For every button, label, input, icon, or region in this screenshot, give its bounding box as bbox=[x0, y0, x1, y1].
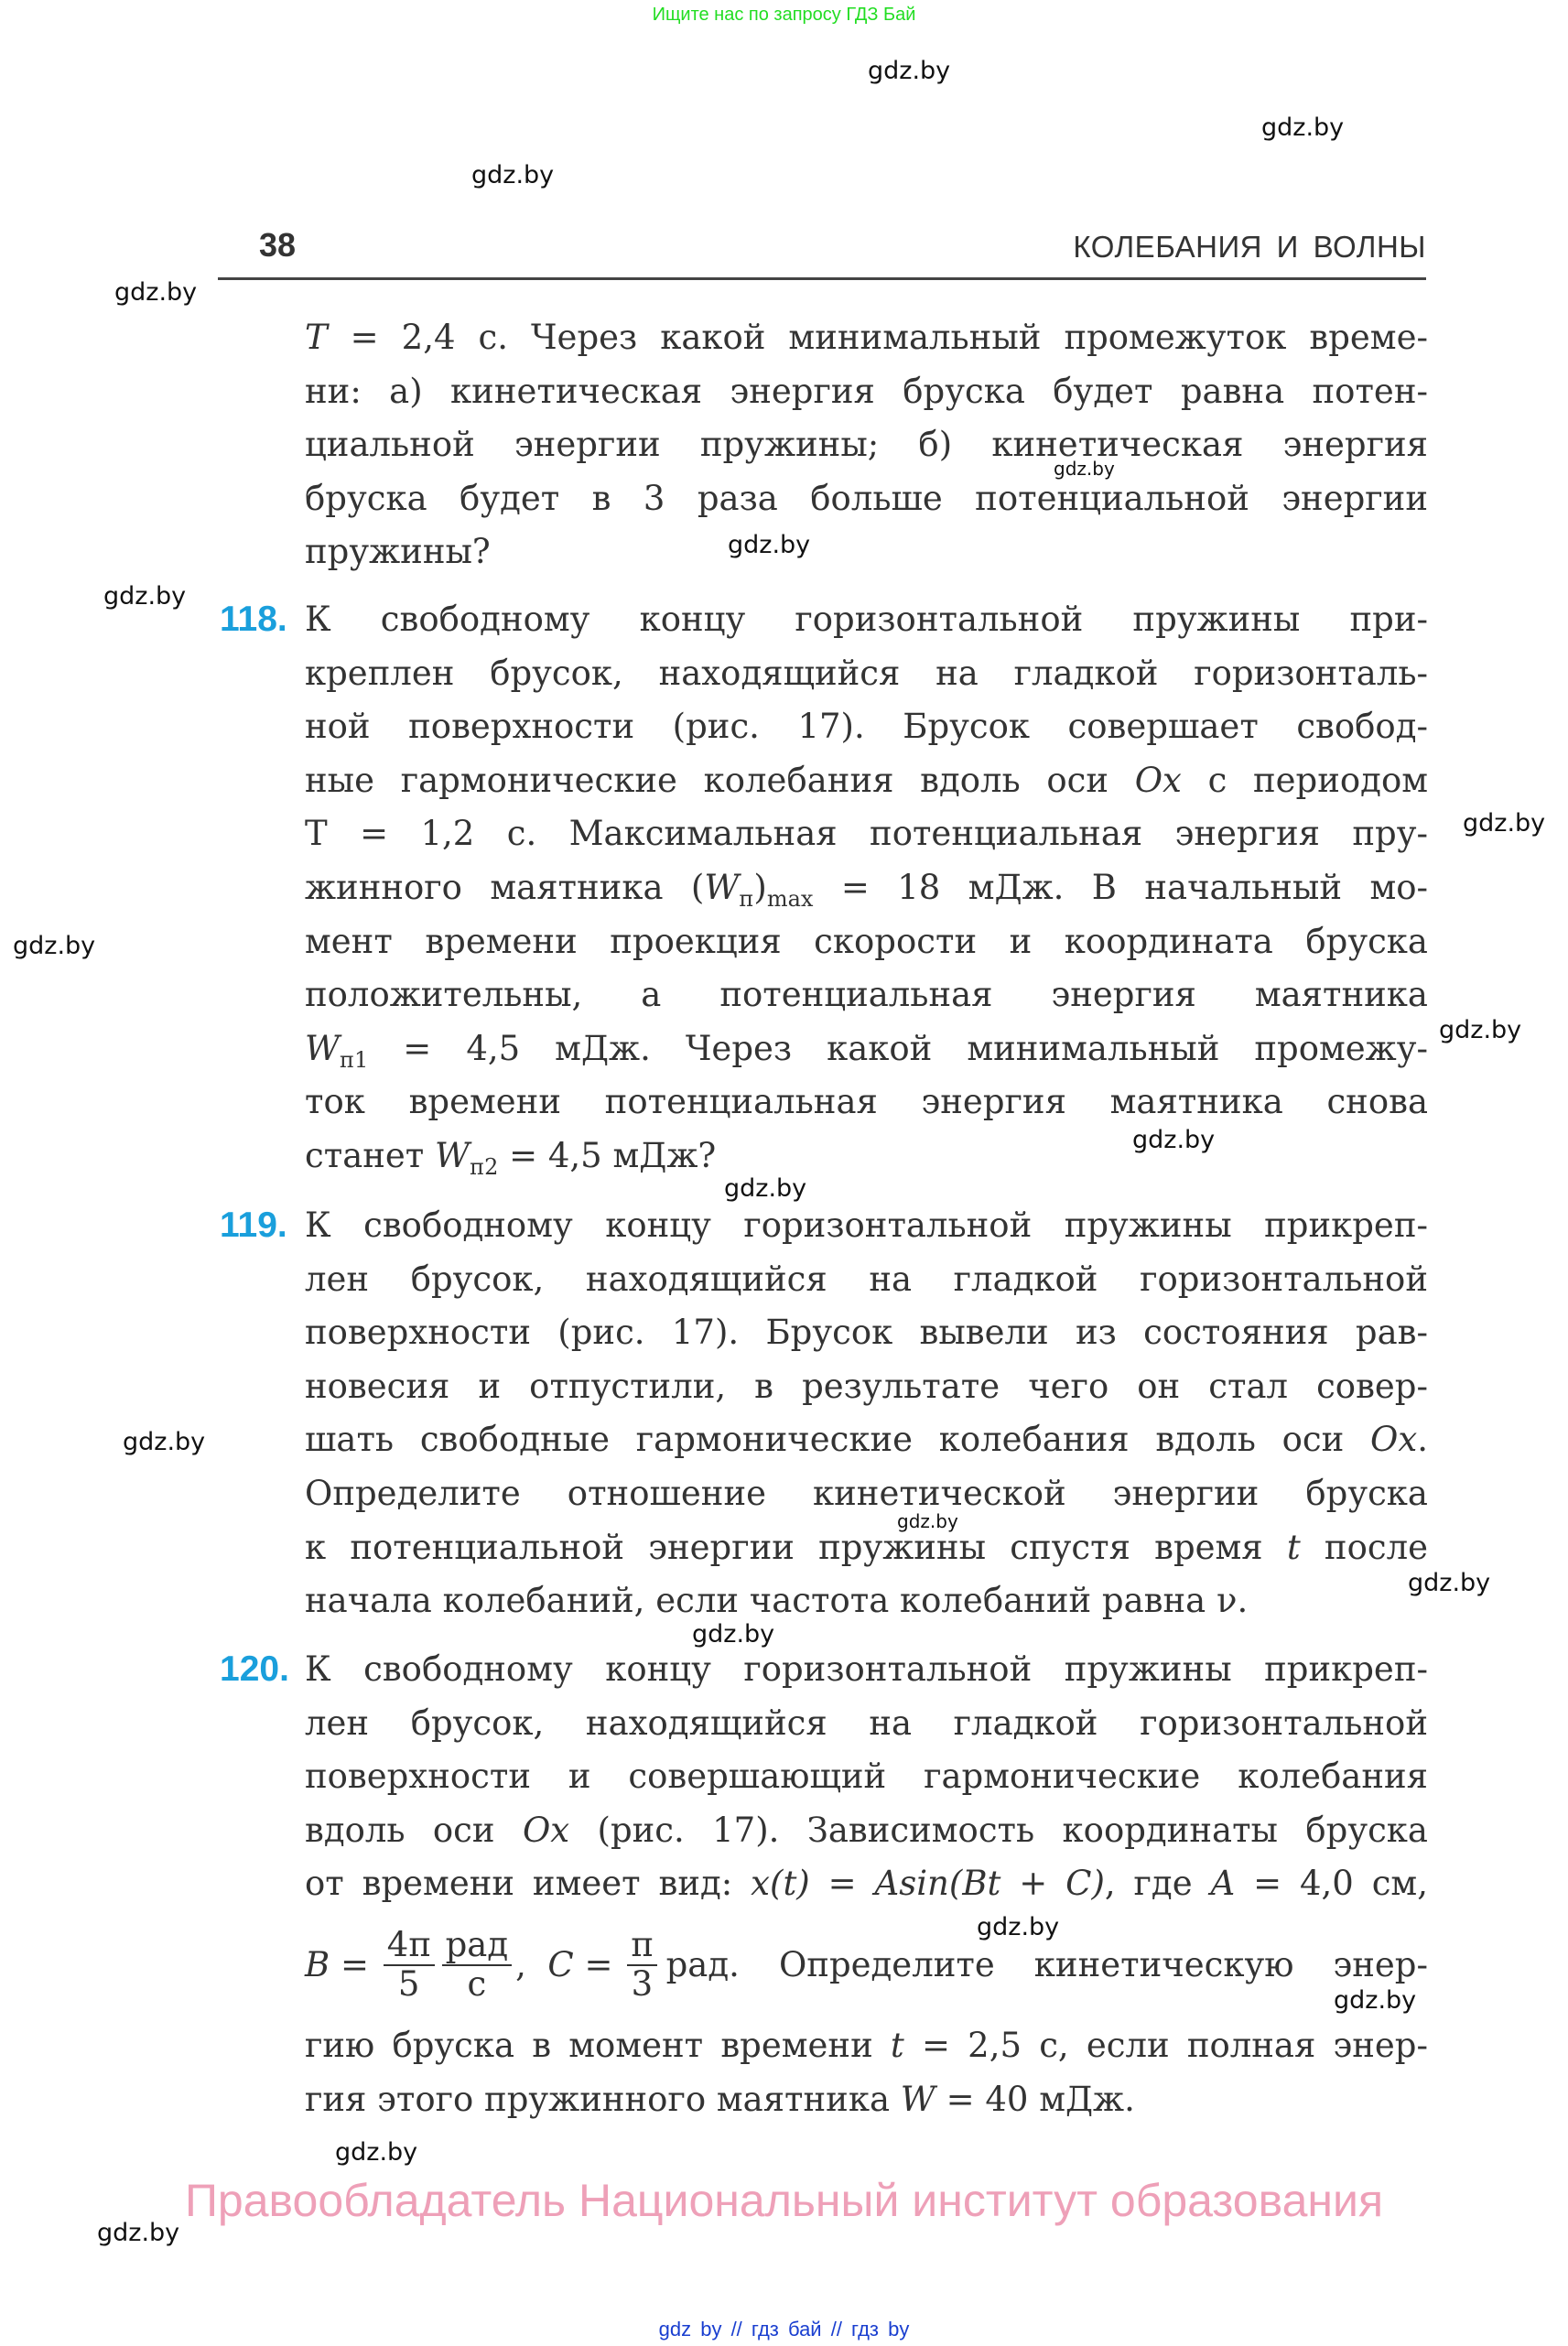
text-line: лен брусок, находящийся на гладкой горизонтальной bbox=[305, 1259, 1428, 1299]
formula-var-b: B bbox=[305, 1944, 330, 1984]
header-rule bbox=[218, 277, 1426, 280]
page-number: 38 bbox=[259, 226, 297, 264]
watermark: gdz.by bbox=[728, 531, 811, 559]
watermark: gdz.by bbox=[13, 932, 96, 960]
fraction-4pi-5: $\frac{4\pi}{5}$ bbox=[384, 1927, 435, 2003]
watermark: gdz.by bbox=[114, 278, 198, 307]
text-line: гия этого пружинного маятника W = 40 мДж. bbox=[305, 2079, 1135, 2119]
text-line: жинного маятника $(W_п)_{max} = 18$ мДж. В начальный мо- bbox=[305, 867, 1428, 912]
text-line: К свободному концу горизонтальной пружины прикреп- bbox=[305, 1649, 1428, 1689]
text-line: К свободному концу горизонтальной пружины при- bbox=[305, 600, 1428, 639]
copyright-notice: Правообладатель Национальный институт образования bbox=[184, 2175, 1384, 2226]
problem-number: 120. bbox=[220, 1649, 289, 1689]
watermark: gdz.by bbox=[977, 1913, 1060, 1941]
text-line: бруска будет в 3 раза больше потенциальной энергии bbox=[305, 478, 1428, 518]
text-line: поверхности и совершающий гармонические колебания bbox=[305, 1757, 1428, 1797]
text-line: Определите отношение кинетической энергии бруска bbox=[305, 1473, 1428, 1513]
text-line: пружины? bbox=[305, 532, 491, 572]
text-line: ные гармонические колебания вдоль оси Ox с периодом bbox=[305, 760, 1428, 800]
fraction-rad-per-s: $\frac{\text{рад}}{с}$ bbox=[442, 1927, 513, 2003]
problem-118 bbox=[220, 593, 1428, 1184]
text-line: шать свободные гармонические колебания вдоль оси Ox. bbox=[305, 1420, 1428, 1460]
watermark: gdz.by bbox=[724, 1174, 807, 1203]
watermark: gdz.by bbox=[692, 1620, 775, 1649]
problem-117-continuation bbox=[305, 311, 1428, 579]
text-line: положительны, а потенциальная энергия маятника bbox=[305, 975, 1428, 1015]
text-line: мент времени проекция скорости и координата бруска bbox=[305, 921, 1428, 961]
watermark: gdz.by bbox=[1261, 114, 1345, 142]
watermark: gdz.by bbox=[1463, 809, 1546, 838]
text-line: начала колебаний, если частота колебаний равна ν. bbox=[305, 1581, 1249, 1621]
text-line: поверхности (рис. 17). Брусок вывели из состояния рав- bbox=[305, 1313, 1428, 1353]
watermark: gdz.by bbox=[897, 1510, 958, 1532]
text-line: ток времени потенциальная энергия маятника снова bbox=[305, 1082, 1428, 1122]
fraction-pi-3: $\frac{\pi}{3}$ bbox=[627, 1927, 656, 2003]
text-line: от времени имеет вид: x(t) = Asin(Bt + C), где A = 4,0 см, bbox=[305, 1864, 1428, 1904]
text-line: T = 1,2 с. Максимальная потенциальная энергия пру- bbox=[305, 814, 1428, 854]
text-line: T = 2,4 с. Через какой минимальный промежуток време- bbox=[305, 318, 1428, 357]
watermark: gdz.by bbox=[868, 57, 951, 85]
text-line: креплен брусок, находящийся на гладкой горизонталь- bbox=[305, 653, 1428, 693]
footer-links: gdz by // гдз бай // гдз by bbox=[658, 2318, 910, 2341]
watermark: gdz.by bbox=[471, 161, 555, 189]
watermark: gdz.by bbox=[1054, 458, 1115, 480]
text-line: $W_{п1} = 4,5$ мДж. Через какой минимальный промежу- bbox=[305, 1028, 1428, 1073]
text-line: станет $W_{п2} = 4,5$ мДж? bbox=[305, 1135, 717, 1180]
text-line: рад. Определите кинетическую энер- bbox=[665, 1944, 1428, 1984]
problem-120 bbox=[220, 1643, 1428, 2126]
problem-number: 119. bbox=[220, 1205, 287, 1245]
text-line: вдоль оси Ox (рис. 17). Зависимость координаты бруска bbox=[305, 1810, 1428, 1850]
search-banner: Ищите нас по запросу ГДЗ Бай bbox=[652, 5, 916, 25]
watermark: gdz.by bbox=[1132, 1126, 1216, 1154]
text-line: гию бруска в момент времени t = 2,5 с, если полная энер- bbox=[305, 2025, 1428, 2065]
text-line: ной поверхности (рис. 17). Брусок совершает свобод- bbox=[305, 707, 1428, 747]
text-line: новесия и отпустили, в результате чего он стал совер- bbox=[305, 1366, 1428, 1406]
watermark: gdz.by bbox=[335, 2138, 418, 2167]
formula-line: B = $\frac{4\pi}{5}$ $\frac{\text{рад}}{с}$ , C = $\frac{\pi}{3}$ рад. Определите кинетическую энер- bbox=[305, 1925, 1428, 2004]
text-line: циальной энергии пружины; б) кинетическая энергия bbox=[305, 425, 1428, 465]
problem-number: 118. bbox=[220, 600, 287, 639]
formula-var-c: C bbox=[547, 1944, 574, 1984]
watermark: gdz.by bbox=[123, 1428, 206, 1456]
text-line: К свободному концу горизонтальной пружины прикреп- bbox=[305, 1205, 1428, 1245]
watermark: gdz.by bbox=[1334, 1986, 1417, 2015]
text-line: к потенциальной энергии пружины спустя время t после bbox=[305, 1527, 1428, 1567]
problem-119 bbox=[220, 1199, 1428, 1628]
chapter-title: КОЛЕБАНИЯ И ВОЛНЫ bbox=[1073, 230, 1426, 264]
watermark: gdz.by bbox=[1439, 1016, 1522, 1044]
watermark: gdz.by bbox=[97, 2219, 180, 2247]
text-line: ни: а) кинетическая энергия бруска будет равна потен- bbox=[305, 371, 1428, 411]
watermark: gdz.by bbox=[1408, 1569, 1491, 1597]
watermark: gdz.by bbox=[103, 582, 187, 611]
text-line: лен брусок, находящийся на гладкой горизонтальной bbox=[305, 1703, 1428, 1743]
